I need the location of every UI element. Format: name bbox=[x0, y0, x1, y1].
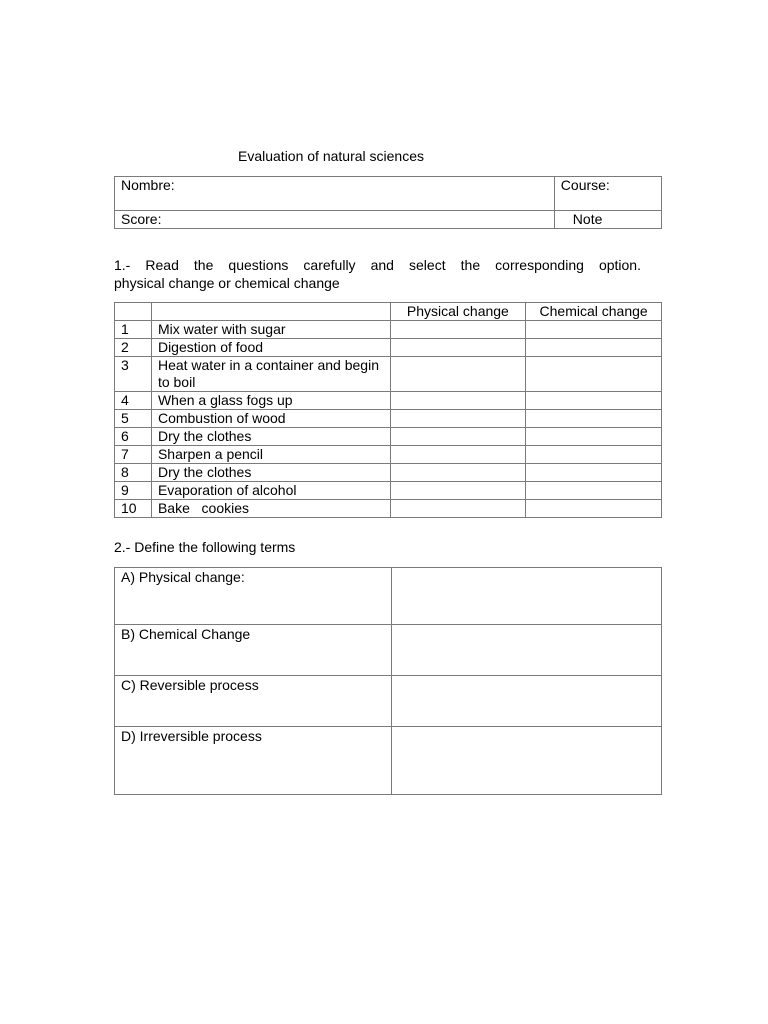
definition-answer-cell[interactable] bbox=[391, 625, 661, 676]
header-blank-num bbox=[115, 303, 152, 321]
definition-answer-cell[interactable] bbox=[391, 727, 661, 795]
row-number: 8 bbox=[115, 464, 152, 482]
chemical-change-cell[interactable] bbox=[526, 410, 662, 428]
row-number: 3 bbox=[115, 357, 152, 392]
course-label: Course: bbox=[560, 177, 610, 193]
chemical-change-cell[interactable] bbox=[526, 392, 662, 410]
column-header-physical: Physical change bbox=[390, 303, 526, 321]
chemical-change-cell[interactable] bbox=[526, 500, 662, 518]
score-field[interactable] bbox=[115, 211, 555, 229]
physical-change-cell[interactable] bbox=[390, 357, 526, 392]
physical-change-cell[interactable] bbox=[390, 428, 526, 446]
course-field[interactable] bbox=[554, 177, 661, 211]
row-activity: Heat water in a container and begin to boil bbox=[151, 357, 390, 392]
question-1-instructions bbox=[114, 256, 641, 292]
physical-change-cell[interactable] bbox=[390, 500, 526, 518]
definition-row bbox=[115, 568, 662, 625]
chemical-change-cell[interactable] bbox=[526, 482, 662, 500]
row-number: 2 bbox=[115, 339, 152, 357]
table-row bbox=[115, 428, 662, 446]
question-2-heading: 2.- Define the following terms bbox=[114, 539, 296, 555]
header-blank-activity bbox=[151, 303, 390, 321]
chemical-change-cell[interactable] bbox=[526, 339, 662, 357]
physical-change-cell[interactable] bbox=[390, 446, 526, 464]
question-1-line-2: physical change or chemical change bbox=[114, 275, 340, 291]
chemical-change-cell[interactable] bbox=[526, 357, 662, 392]
row-activity: Dry the clothes bbox=[151, 464, 390, 482]
row-activity: When a glass fogs up bbox=[151, 392, 390, 410]
term-label: B) Chemical Change bbox=[115, 625, 392, 676]
chemical-change-cell[interactable] bbox=[526, 428, 662, 446]
definition-row bbox=[115, 727, 662, 795]
page-title: Evaluation of natural sciences bbox=[238, 148, 424, 164]
physical-change-cell[interactable] bbox=[390, 410, 526, 428]
row-activity: Sharpen a pencil bbox=[151, 446, 390, 464]
table-row bbox=[115, 446, 662, 464]
note-field[interactable] bbox=[554, 211, 661, 229]
column-header-chemical: Chemical change bbox=[526, 303, 662, 321]
term-label: D) Irreversible process bbox=[115, 727, 392, 795]
term-label: A) Physical change: bbox=[115, 568, 392, 625]
definition-row bbox=[115, 676, 662, 727]
row-activity: Mix water with sugar bbox=[151, 321, 390, 339]
row-activity: Evaporation of alcohol bbox=[151, 482, 390, 500]
definition-answer-cell[interactable] bbox=[391, 568, 661, 625]
row-number: 5 bbox=[115, 410, 152, 428]
row-number: 4 bbox=[115, 392, 152, 410]
physical-change-cell[interactable] bbox=[390, 339, 526, 357]
physical-change-cell[interactable] bbox=[390, 464, 526, 482]
table-row bbox=[115, 357, 662, 392]
physical-change-cell[interactable] bbox=[390, 321, 526, 339]
nombre-label: Nombre: bbox=[121, 177, 175, 193]
definition-answer-cell[interactable] bbox=[391, 676, 661, 727]
score-label: Score: bbox=[121, 211, 162, 227]
nombre-field[interactable] bbox=[115, 177, 555, 211]
table-row bbox=[115, 482, 662, 500]
definitions-table bbox=[114, 567, 662, 795]
chemical-change-cell[interactable] bbox=[526, 321, 662, 339]
header-table bbox=[114, 176, 662, 229]
physical-change-cell[interactable] bbox=[390, 392, 526, 410]
row-activity: Digestion of food bbox=[151, 339, 390, 357]
change-classification-table bbox=[114, 302, 662, 518]
definition-row bbox=[115, 625, 662, 676]
physical-change-cell[interactable] bbox=[390, 482, 526, 500]
table-row bbox=[115, 410, 662, 428]
question-1-line-1: 1.- Read the questions carefully and select the corresponding option. bbox=[114, 257, 641, 273]
row-activity: Combustion of wood bbox=[151, 410, 390, 428]
table-header-row bbox=[115, 303, 662, 321]
table-row bbox=[115, 321, 662, 339]
table-row bbox=[115, 392, 662, 410]
table-row bbox=[115, 464, 662, 482]
row-number: 7 bbox=[115, 446, 152, 464]
note-label: Note bbox=[572, 211, 603, 227]
row-activity: Dry the clothes bbox=[151, 428, 390, 446]
table-row bbox=[115, 500, 662, 518]
table-row bbox=[115, 339, 662, 357]
row-number: 9 bbox=[115, 482, 152, 500]
row-number: 6 bbox=[115, 428, 152, 446]
chemical-change-cell[interactable] bbox=[526, 464, 662, 482]
row-activity: Bake cookies bbox=[151, 500, 390, 518]
term-label: C) Reversible process bbox=[115, 676, 392, 727]
row-number: 10 bbox=[115, 500, 152, 518]
row-number: 1 bbox=[115, 321, 152, 339]
chemical-change-cell[interactable] bbox=[526, 446, 662, 464]
